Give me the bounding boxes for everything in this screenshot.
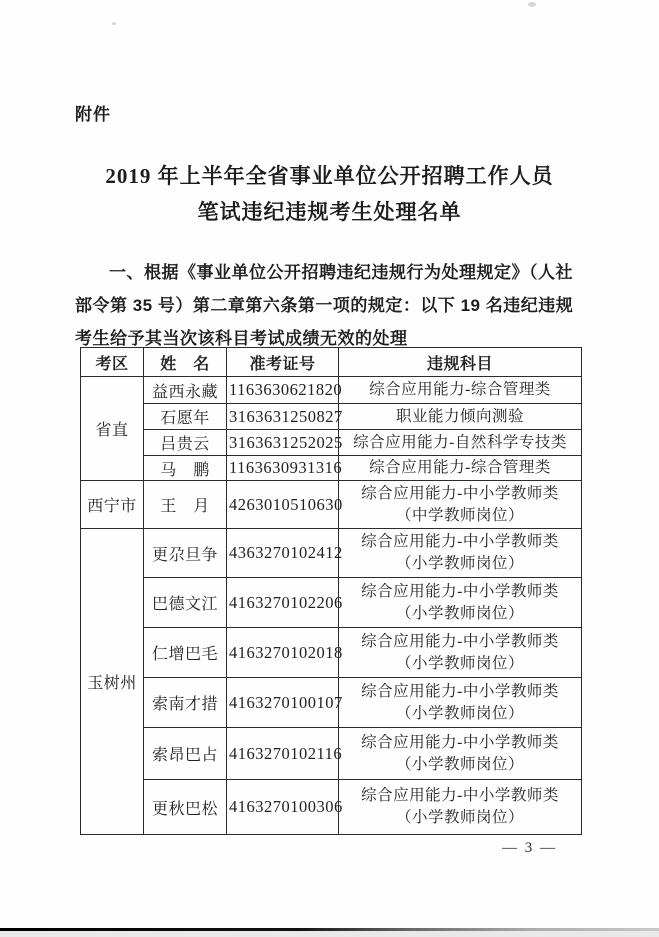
intro-paragraph-line1: 一、根据《事业单位公开招聘违纪违规行为处理规定》（人社	[109, 263, 573, 282]
document-title	[0, 158, 659, 230]
subject-cell	[339, 377, 582, 404]
name-cell: 石愿年	[144, 404, 227, 430]
intro-paragraph	[75, 256, 590, 355]
subject-line1: 综合应用能力-中小学教师类	[361, 632, 559, 650]
table-row	[81, 404, 582, 430]
subject-cell	[339, 456, 582, 481]
scan-artifact-speck	[112, 22, 116, 25]
subject-cell	[339, 628, 582, 678]
name-cell: 索昂巴占	[144, 728, 227, 780]
subject-line1: 职业能力倾向测验	[395, 407, 524, 425]
region-cell-yushu: 玉树州	[81, 529, 144, 835]
header-name: 姓 名	[144, 348, 227, 377]
intro-paragraph-line3: 考生给予其当次该科目考试成绩无效的处理	[75, 329, 408, 348]
subject-cell	[339, 728, 582, 780]
subject-cell	[339, 678, 582, 728]
subject-line1: 综合应用能力-中小学教师类	[361, 682, 559, 700]
table-row	[81, 377, 582, 404]
subject-line2: （小学教师岗位）	[395, 604, 524, 622]
intro-paragraph-line2: 部令第 35 号）第二章第六条第一项的规定：以下 19 名违纪违规	[75, 296, 574, 315]
violation-table	[80, 347, 582, 835]
ticket-cell: 1163630621820	[227, 377, 339, 404]
region-cell-shengzhi: 省直	[81, 377, 144, 481]
name-cell: 更尕旦争	[144, 529, 227, 578]
subject-cell	[339, 578, 582, 628]
table-row	[81, 578, 582, 628]
subject-cell	[339, 404, 582, 430]
document-title-line2: 笔试违纪违规考生处理名单	[197, 200, 462, 224]
subject-line2: （中学教师岗位）	[395, 506, 524, 524]
name-cell: 索南才措	[144, 678, 227, 728]
ticket-cell: 4263010510630	[227, 481, 339, 529]
table-row	[81, 780, 582, 835]
header-region: 考区	[81, 348, 144, 377]
table-row	[81, 728, 582, 780]
table-row	[81, 481, 582, 529]
subject-line1: 综合应用能力-综合管理类	[369, 381, 551, 398]
scan-artifact-speck	[528, 2, 536, 7]
subject-line1: 综合应用能力-中小学教师类	[361, 484, 559, 502]
subject-line1: 综合应用能力-中小学教师类	[361, 582, 559, 600]
table-row	[81, 456, 582, 481]
subject-line1: 综合应用能力-自然科学专技类	[353, 433, 567, 451]
ticket-cell: 4163270102116	[227, 728, 339, 780]
table-row	[81, 678, 582, 728]
table-row	[81, 430, 582, 456]
subject-line1: 综合应用能力-中小学教师类	[361, 787, 559, 804]
ticket-cell: 4363270102412	[227, 529, 339, 578]
document-title-line1: 2019 年上半年全省事业单位公开招聘工作人员	[105, 164, 554, 188]
subject-line2: （小学教师岗位）	[395, 755, 524, 773]
name-cell: 王 月	[144, 481, 227, 529]
subject-line1: 综合应用能力-中小学教师类	[361, 733, 559, 751]
subject-cell	[339, 780, 582, 835]
subject-line2: （小学教师岗位）	[395, 704, 524, 722]
page-number: — 3 —	[502, 840, 557, 856]
subject-line2: （小学教师岗位）	[395, 809, 524, 826]
ticket-cell: 4163270100107	[227, 678, 339, 728]
attachment-label: 附件	[75, 105, 111, 124]
header-subject: 违规科目	[339, 348, 582, 377]
region-cell-xining: 西宁市	[81, 481, 144, 529]
name-cell: 仁增巴毛	[144, 628, 227, 678]
header-ticket: 准考证号	[227, 348, 339, 377]
name-cell: 吕贵云	[144, 430, 227, 456]
table-header-row	[81, 348, 582, 377]
table-row	[81, 628, 582, 678]
name-cell: 马 鹏	[144, 456, 227, 481]
scan-artifact-bottom-strip	[0, 931, 659, 937]
ticket-cell: 4163270102018	[227, 628, 339, 678]
subject-cell	[339, 481, 582, 529]
subject-line2: （小学教师岗位）	[395, 654, 524, 672]
ticket-cell: 1163630931316	[227, 456, 339, 481]
ticket-cell: 4163270100306	[227, 780, 339, 835]
ticket-cell: 3163631250827	[227, 404, 339, 430]
table-row	[81, 529, 582, 578]
subject-line1: 综合应用能力-综合管理类	[369, 459, 551, 476]
ticket-cell: 3163631252025	[227, 430, 339, 456]
name-cell: 益西永藏	[144, 377, 227, 404]
subject-cell	[339, 529, 582, 578]
subject-line1: 综合应用能力-中小学教师类	[361, 533, 559, 550]
name-cell: 更秋巴松	[144, 780, 227, 835]
subject-cell	[339, 430, 582, 456]
subject-line2: （小学教师岗位）	[395, 555, 524, 572]
name-cell: 巴德文江	[144, 578, 227, 628]
ticket-cell: 4163270102206	[227, 578, 339, 628]
